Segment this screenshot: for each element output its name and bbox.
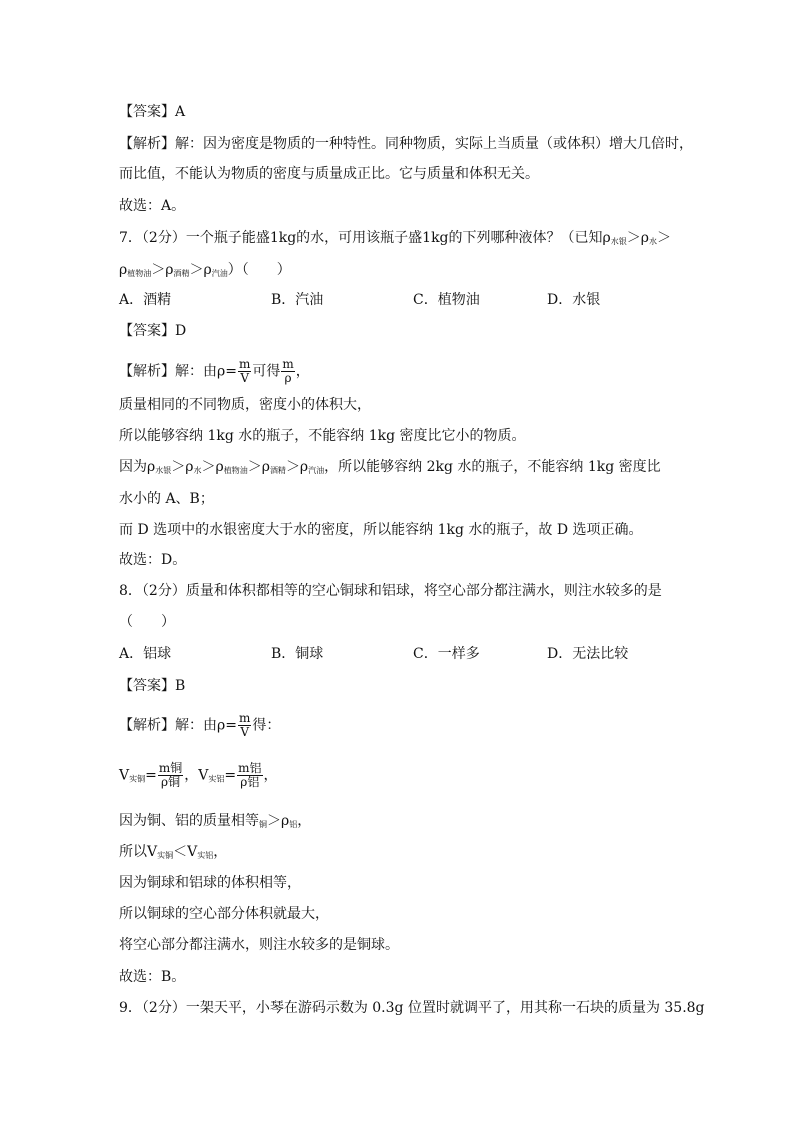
q7-l3-gt-2: ＞ρ (201, 459, 224, 475)
q7-l3-sub-gasoline: 汽油 (308, 466, 325, 475)
q8-frac-num: m (238, 711, 251, 725)
q8-option-d: D．无法比较 (547, 646, 629, 662)
q8-sub-cu: 铜 (259, 820, 267, 829)
q8-line1-end: ， (297, 813, 312, 829)
q7-gt: ＞ρ (626, 230, 649, 246)
q8-line-2 (119, 843, 227, 865)
q8-sub-solid-al: 实铝 (208, 774, 225, 784)
q8-derive: 得： (252, 717, 281, 734)
q7-gt-3: ＞ρ (189, 262, 212, 278)
q8-sub-al: 铝 (289, 820, 298, 829)
q6-answer: 【答案】A (119, 104, 186, 120)
q8-stem-line-1: 8．（2分）质量和体积都相等的空心铜球和铝球，将空心部分都注满水，则注水较多的是 (119, 583, 662, 599)
q7-frac2-num: m (282, 357, 294, 371)
q7-answer: 【答案】D (119, 323, 187, 339)
q8-option-c: C．一样多 (413, 646, 480, 662)
q7-l3-gt-1: ＞ρ (171, 459, 194, 475)
q8-sep-2: ， (263, 767, 278, 784)
q7-sub-alcohol: 酒精 (173, 269, 190, 278)
q7-line-3 (119, 458, 661, 480)
q8-sep: ， (184, 767, 199, 784)
q7-volume-fraction (281, 358, 294, 385)
q7-frac-den: V (240, 371, 249, 385)
q8-analysis-line (119, 712, 280, 739)
q8-l2-sub-solid-al: 实铝 (197, 851, 214, 860)
q8-l2-end: ， (213, 844, 228, 860)
q7-line-1: 质量相同的不同物质，密度小的体积大， (119, 397, 371, 413)
q7-derive: 可得 (252, 363, 281, 380)
q8-line-3: 因为铜球和铝球的体积相等， (119, 875, 301, 891)
q8-line-5: 将空心部分都注满水，则注水较多的是铜球。 (119, 937, 399, 953)
q8-m-cu: m铜 (158, 761, 183, 775)
q7-line3-suffix: ，所以能够容纳 2kg 水的瓶子，不能容纳 1kg 密度比 (324, 459, 661, 475)
q6-analysis-line-1: 【解析】解：因为密度是物质的一种特性。同种物质，实际上当质量（或体积）增大几倍时， (119, 136, 693, 152)
q7-paren: ）（ ） (227, 262, 291, 278)
q7-frac-num: m (238, 357, 251, 371)
q8-sub-solid-cu: 实铜 (129, 774, 146, 784)
q7-line-4: 水小的 A、B； (119, 491, 214, 507)
q7-l3-sub-water: 水 (193, 466, 202, 475)
q7-l3-gt-3: ＞ρ (247, 459, 270, 475)
q8-line1-rho: ＞ρ (267, 813, 290, 829)
q8-rho-cu: ρ铜 (161, 775, 181, 789)
q8-v-cu: V (119, 767, 130, 784)
q8-cu-fraction (158, 762, 183, 789)
q7-sub-veg-oil: 植物油 (127, 269, 152, 278)
q8-m-al: m铝 (238, 761, 262, 775)
q6-analysis-line-2: 而比值，不能认为物质的密度与质量成正比。它与质量和体积无关。 (119, 166, 539, 182)
q8-density-fraction (238, 712, 251, 739)
q8-line-4: 所以铜球的空心部分体积就最大， (119, 906, 329, 922)
q8-v-al: V (198, 767, 209, 784)
q8-rho-al: ρ铝 (240, 775, 260, 789)
q7-rho: ρ (119, 262, 128, 278)
q8-option-a: A．铝球 (119, 646, 172, 662)
q7-line-2: 所以能够容纳 1kg 水的瓶子，不能容纳 1kg 密度比它小的物质。 (119, 428, 526, 444)
q9-stem-line-1: 9．（2分）一架天平，小琴在游码示数为 0.3g 位置时就调平了，用其称一石块的质量为 35.8g (119, 1000, 705, 1016)
q8-option-b: B．铜球 (271, 646, 324, 662)
q8-conclusion: 故选：B。 (119, 969, 186, 985)
q7-l3-sub-alcohol: 酒精 (269, 466, 286, 475)
q8-answer: 【答案】B (119, 678, 186, 694)
q8-line-1 (119, 812, 311, 834)
q7-sub-water: 水 (648, 237, 657, 246)
q8-line2-prefix: 所以V (119, 844, 158, 860)
q7-gt-end: ＞ (656, 230, 671, 246)
q7-stem-text: 7．（2分）一个瓶子能盛1kg的水，可用该瓶子盛1kg的下列哪种液体？（已知ρ (119, 230, 611, 246)
q8-stem-line-2: （ ） (119, 614, 175, 630)
q7-stem-line-1 (119, 229, 671, 251)
q8-lt: ＜V (173, 844, 198, 860)
q7-sub-gasoline: 汽油 (211, 269, 228, 278)
q8-al-fraction (237, 762, 262, 789)
q7-l3-gt-4: ＞ρ (285, 459, 309, 475)
q7-l3-sub-veg-oil: 植物油 (223, 466, 248, 475)
q7-option-b: B．汽油 (271, 292, 324, 308)
q7-conclusion: 故选：D。 (119, 552, 187, 568)
q8-analysis-prefix: 【解析】解：由ρ= (119, 717, 237, 734)
q7-gt-2: ＞ρ (151, 262, 174, 278)
q7-option-c: C．植物油 (413, 292, 480, 308)
q7-l3-sub-mercury: 水银 (155, 466, 172, 475)
q7-sub-mercury: 水银 (610, 237, 627, 246)
q8-volume-formulas (119, 762, 278, 789)
q7-line3-prefix: 因为ρ (119, 459, 156, 475)
q7-option-a: A．酒精 (119, 292, 172, 308)
q8-line1-prefix: 因为铜、铝的质量相等 (119, 813, 259, 829)
q7-density-fraction (238, 358, 251, 385)
q7-option-d: D．水银 (547, 292, 601, 308)
q7-line-5: 而 D 选项中的水银密度大于水的密度，所以能容纳 1kg 水的瓶子，故 D 选项正确。 (119, 522, 643, 538)
q8-l2-sub-solid-cu: 实铜 (157, 851, 174, 860)
q7-analysis-prefix: 【解析】解：由ρ= (119, 363, 237, 380)
q7-stem-line-2 (119, 261, 291, 283)
q6-conclusion: 故选：A。 (119, 198, 186, 214)
q8-frac-den: V (240, 725, 249, 739)
q7-frac2-den: ρ (284, 371, 292, 385)
q7-analysis-line (119, 358, 310, 385)
q8-eq-cu: = (145, 767, 157, 784)
q8-eq-al: = (224, 767, 237, 784)
q7-comma: ， (295, 363, 310, 380)
